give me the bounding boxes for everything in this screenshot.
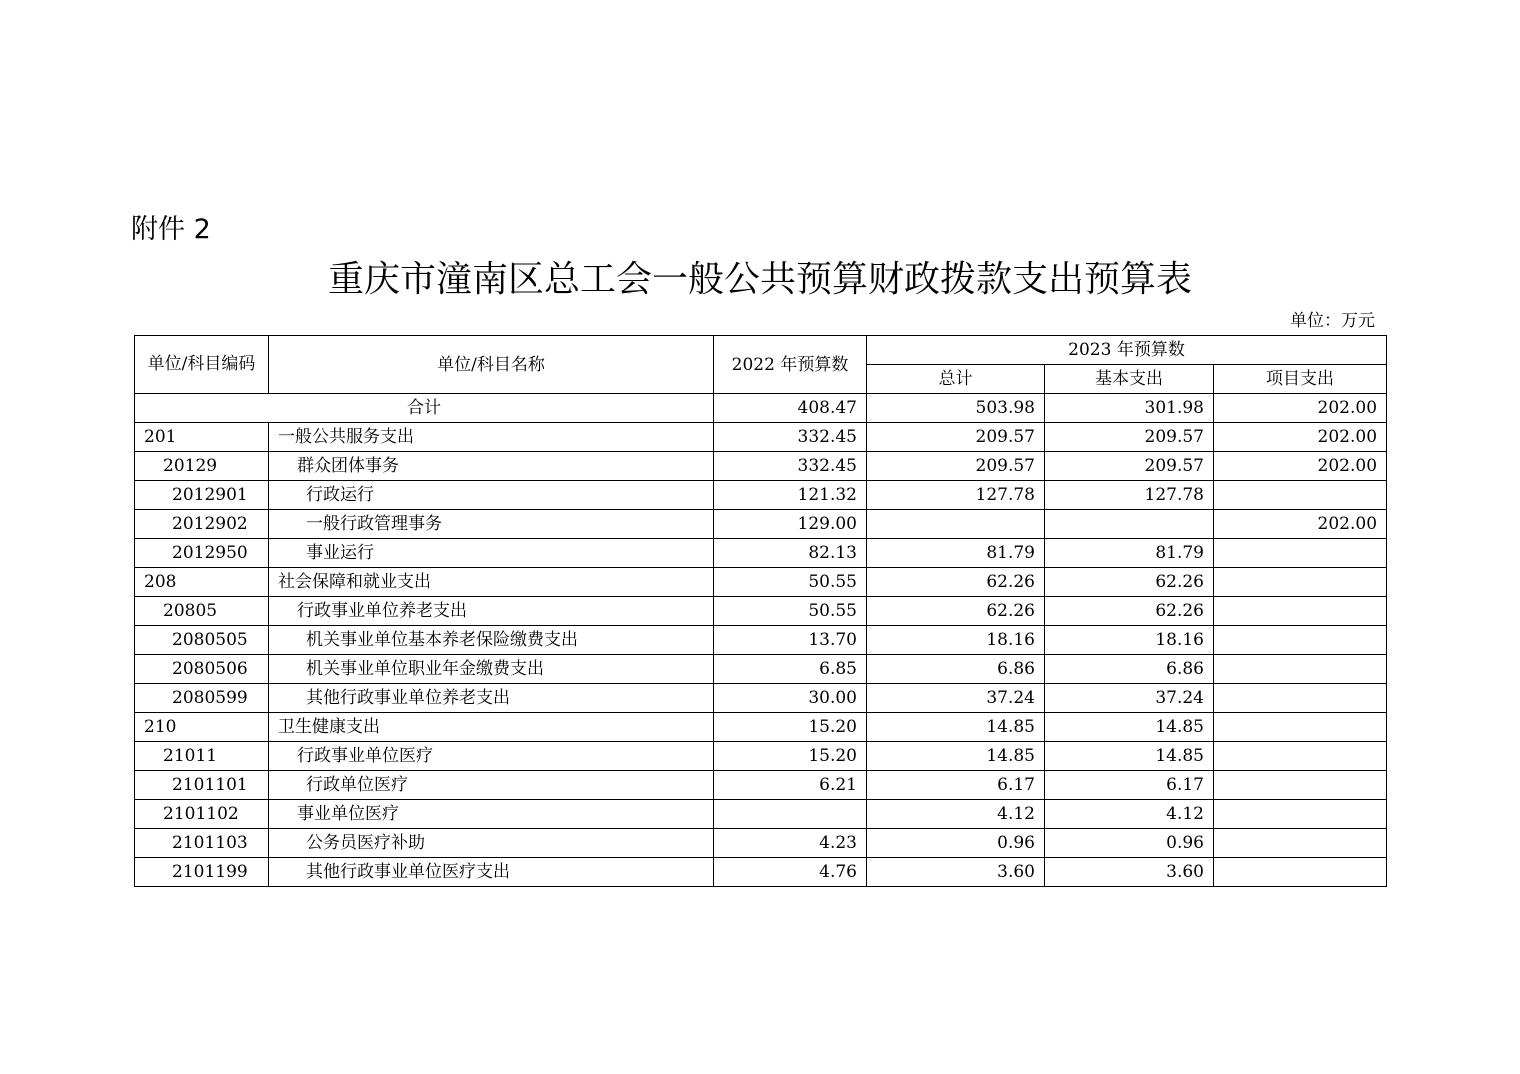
row-total: 37.24 <box>867 684 1045 713</box>
row-budget-2022: 82.13 <box>714 539 867 568</box>
row-basic: 62.26 <box>1045 597 1214 626</box>
row-code: 20805 <box>135 597 269 626</box>
table-row <box>135 800 1387 829</box>
row-total: 209.57 <box>867 452 1045 481</box>
row-code: 20129 <box>135 452 269 481</box>
row-project <box>1214 626 1387 655</box>
table-row <box>135 626 1387 655</box>
total-project: 202.00 <box>1214 394 1387 423</box>
row-project <box>1214 539 1387 568</box>
row-budget-2022: 15.20 <box>714 713 867 742</box>
row-code: 2101103 <box>135 829 269 858</box>
table-row <box>135 510 1387 539</box>
row-budget-2022: 15.20 <box>714 742 867 771</box>
row-name: 事业单位医疗 <box>269 800 714 829</box>
table-row <box>135 568 1387 597</box>
total-budget-2022: 408.47 <box>714 394 867 423</box>
header-budget-2022: 2022 年预算数 <box>714 336 867 394</box>
row-total: 3.60 <box>867 858 1045 887</box>
row-code: 2012901 <box>135 481 269 510</box>
row-project: 202.00 <box>1214 452 1387 481</box>
row-budget-2022: 6.85 <box>714 655 867 684</box>
row-code: 2080599 <box>135 684 269 713</box>
row-project <box>1214 742 1387 771</box>
row-basic: 18.16 <box>1045 626 1214 655</box>
table-row <box>135 423 1387 452</box>
row-name: 行政运行 <box>269 481 714 510</box>
table-row <box>135 713 1387 742</box>
row-project: 202.00 <box>1214 423 1387 452</box>
row-code: 208 <box>135 568 269 597</box>
row-name: 公务员医疗补助 <box>269 829 714 858</box>
table-row <box>135 858 1387 887</box>
row-total: 62.26 <box>867 568 1045 597</box>
row-code: 2101102 <box>135 800 269 829</box>
header-code: 单位/科目编码 <box>135 336 269 394</box>
row-budget-2022: 4.23 <box>714 829 867 858</box>
row-basic: 62.26 <box>1045 568 1214 597</box>
table-row <box>135 452 1387 481</box>
row-code: 2101199 <box>135 858 269 887</box>
header-project: 项目支出 <box>1214 365 1387 394</box>
row-basic: 14.85 <box>1045 713 1214 742</box>
row-budget-2022: 129.00 <box>714 510 867 539</box>
row-total: 4.12 <box>867 800 1045 829</box>
row-basic: 81.79 <box>1045 539 1214 568</box>
row-name: 其他行政事业单位医疗支出 <box>269 858 714 887</box>
row-basic: 127.78 <box>1045 481 1214 510</box>
row-code: 201 <box>135 423 269 452</box>
row-basic: 209.57 <box>1045 423 1214 452</box>
row-code: 2080505 <box>135 626 269 655</box>
row-project <box>1214 684 1387 713</box>
row-total: 6.17 <box>867 771 1045 800</box>
row-budget-2022: 332.45 <box>714 452 867 481</box>
row-name: 一般行政管理事务 <box>269 510 714 539</box>
row-budget-2022: 6.21 <box>714 771 867 800</box>
row-total: 6.86 <box>867 655 1045 684</box>
row-basic: 209.57 <box>1045 452 1214 481</box>
row-name: 事业运行 <box>269 539 714 568</box>
total-total: 503.98 <box>867 394 1045 423</box>
row-budget-2022: 13.70 <box>714 626 867 655</box>
row-project <box>1214 829 1387 858</box>
table-row <box>135 684 1387 713</box>
row-code: 21011 <box>135 742 269 771</box>
row-total: 14.85 <box>867 742 1045 771</box>
row-budget-2022: 121.32 <box>714 481 867 510</box>
unit-label: 单位：万元 <box>1290 311 1375 331</box>
row-code: 2012950 <box>135 539 269 568</box>
row-name: 其他行政事业单位养老支出 <box>269 684 714 713</box>
row-total: 62.26 <box>867 597 1045 626</box>
row-project <box>1214 481 1387 510</box>
header-total: 总计 <box>867 365 1045 394</box>
page-title: 重庆市潼南区总工会一般公共预算财政拨款支出预算表 <box>327 259 1192 300</box>
table-row <box>135 742 1387 771</box>
row-name: 行政事业单位养老支出 <box>269 597 714 626</box>
table-row <box>135 597 1387 626</box>
row-basic: 14.85 <box>1045 742 1214 771</box>
row-basic: 6.17 <box>1045 771 1214 800</box>
row-basic: 6.86 <box>1045 655 1214 684</box>
row-basic: 4.12 <box>1045 800 1214 829</box>
row-name: 机关事业单位基本养老保险缴费支出 <box>269 626 714 655</box>
row-total: 81.79 <box>867 539 1045 568</box>
table-row <box>135 655 1387 684</box>
total-row <box>135 394 1387 423</box>
header-basic: 基本支出 <box>1045 365 1214 394</box>
row-name: 卫生健康支出 <box>269 713 714 742</box>
row-basic: 37.24 <box>1045 684 1214 713</box>
row-project: 202.00 <box>1214 510 1387 539</box>
row-name: 社会保障和就业支出 <box>269 568 714 597</box>
header-budget-2023: 2023 年预算数 <box>867 336 1387 365</box>
row-code: 2101101 <box>135 771 269 800</box>
row-total: 18.16 <box>867 626 1045 655</box>
table-row <box>135 771 1387 800</box>
row-code: 210 <box>135 713 269 742</box>
row-project <box>1214 597 1387 626</box>
row-total: 209.57 <box>867 423 1045 452</box>
row-code: 2080506 <box>135 655 269 684</box>
total-label: 合计 <box>135 394 714 423</box>
row-name: 行政单位医疗 <box>269 771 714 800</box>
table-row <box>135 481 1387 510</box>
row-total: 14.85 <box>867 713 1045 742</box>
header-name: 单位/科目名称 <box>269 336 714 394</box>
table-body <box>135 394 1387 887</box>
row-name: 行政事业单位医疗 <box>269 742 714 771</box>
row-budget-2022: 50.55 <box>714 568 867 597</box>
row-project <box>1214 771 1387 800</box>
row-name: 机关事业单位职业年金缴费支出 <box>269 655 714 684</box>
row-total <box>867 510 1045 539</box>
budget-table <box>134 335 1387 887</box>
row-project <box>1214 655 1387 684</box>
row-budget-2022: 30.00 <box>714 684 867 713</box>
table-row <box>135 829 1387 858</box>
row-budget-2022: 332.45 <box>714 423 867 452</box>
row-budget-2022 <box>714 800 867 829</box>
row-project <box>1214 713 1387 742</box>
attachment-label: 附件 2 <box>131 214 211 245</box>
row-project <box>1214 858 1387 887</box>
row-name: 群众团体事务 <box>269 452 714 481</box>
row-budget-2022: 4.76 <box>714 858 867 887</box>
row-project <box>1214 800 1387 829</box>
table-row <box>135 539 1387 568</box>
row-name: 一般公共服务支出 <box>269 423 714 452</box>
row-budget-2022: 50.55 <box>714 597 867 626</box>
row-basic: 3.60 <box>1045 858 1214 887</box>
row-project <box>1214 568 1387 597</box>
row-basic <box>1045 510 1214 539</box>
row-code: 2012902 <box>135 510 269 539</box>
table-header <box>135 336 1387 394</box>
row-total: 0.96 <box>867 829 1045 858</box>
header-row-1 <box>135 336 1387 365</box>
row-basic: 0.96 <box>1045 829 1214 858</box>
total-basic: 301.98 <box>1045 394 1214 423</box>
row-total: 127.78 <box>867 481 1045 510</box>
